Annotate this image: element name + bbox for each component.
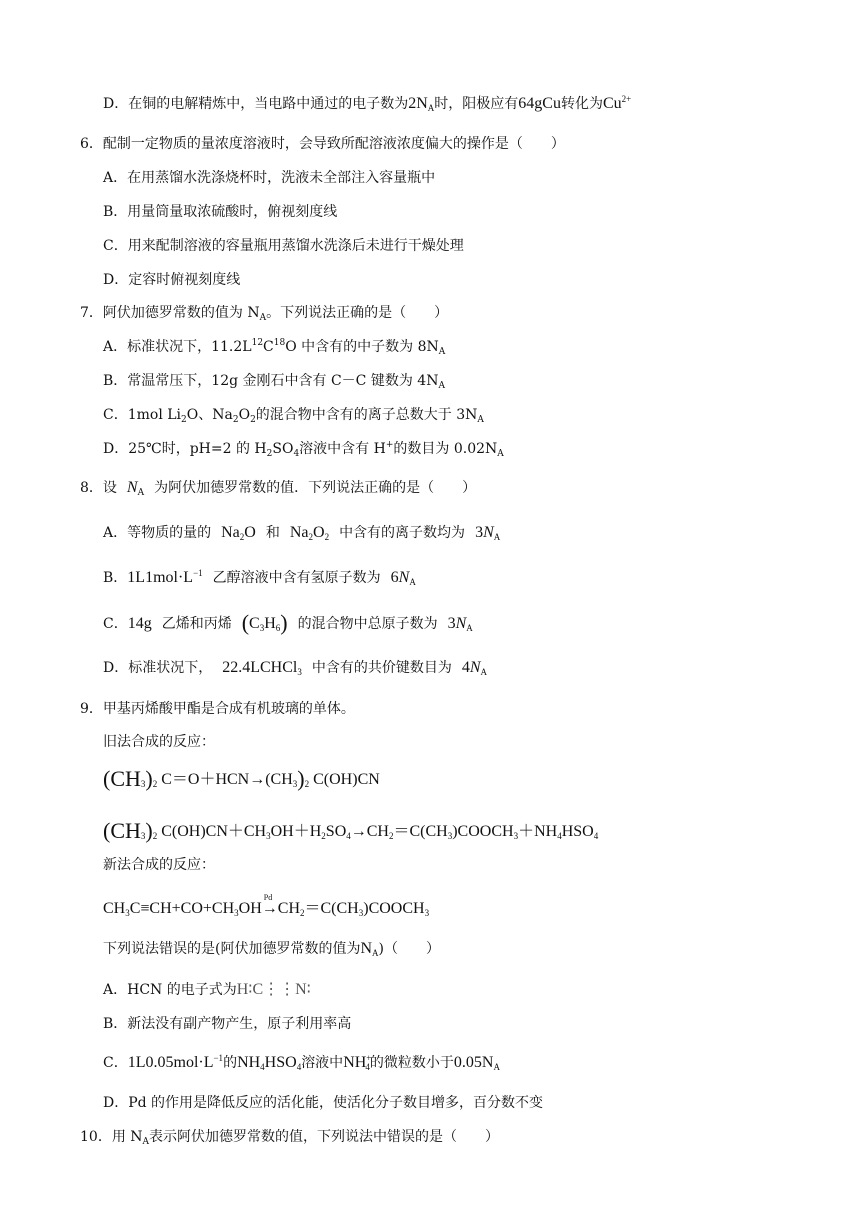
question-7: 7．阿伏加德罗常数的值为 $N_A$。下列说法正确的是（ ） (80, 305, 449, 323)
q8-option-d: D．标准状况下， 22.4LCHCl$_3$ 中含有的共价键数目为 $4N_A$ (103, 659, 488, 677)
question-8: 8．设 $N_A$ 为阿伏加德罗常数的值．下列说法正确的是（ ） (80, 479, 477, 498)
q9-old-reaction-2: $(CH_3)_2$ $C(OH)CN+CH_3OH+H_2SO_4\to CH_2=C(CH_3)COOCH_3+NH_4HSO_4$ (103, 818, 599, 843)
q9-question: 下列说法错误的是(阿伏加德罗常数的值为$N_A$)（ ） (103, 940, 440, 958)
q9-old-method-label: 旧法合成的反应： (103, 734, 215, 750)
question-6: 6．配制一定物质的量浓度溶液时，会导致所配溶液浓度偏大的操作是（ ） (80, 136, 565, 152)
q9-new-method-label: 新法合成的反应： (103, 857, 215, 873)
q6-option-b: B．用量筒量取浓硫酸时，俯视刻度线 (103, 204, 338, 220)
q9-option-c: C．$1L0.05mol\cdot L^{-1}$的$NH_4HSO_4$溶液中$NH^+_4$的微粒数小于$0.05N_A$ (103, 1053, 500, 1072)
q7-option-b: B．常温常压下，12g 金刚石中含有 C－C 键数为 $4N_A$ (103, 373, 445, 391)
q5-option-d: D．在铜的电解精炼中，当电路中通过的电子数为$2N_A$时，阳极应有64gCu转化为$Cu^{2+}$ (103, 94, 632, 113)
hcn-electron-formula: H∶C⋮⋮N∶ (236, 981, 311, 998)
question-9: 9．甲基丙烯酸甲酯是合成有机玻璃的单体。 (80, 701, 355, 717)
q9-new-reaction: $CH_3C\equiv CH+CO+CH_3OH$ Pd $\to CH_2=C(CH_3)COOCH_3$ (103, 893, 430, 918)
q8-option-a: A．等物质的量的 $Na_2O$ 和 $Na_2O_2$ 中含有的离子数均为 $3N_A$ (103, 524, 501, 542)
question-10: 10．用 $N_A$表示阿伏加德罗常数的值，下列说法中错误的是（ ） (80, 1129, 500, 1147)
q6-option-a: A．在用蒸馏水洗涤烧杯时，洗液未全部注入容量瓶中 (103, 170, 436, 186)
q9-option-d: D．Pd 的作用是降低反应的活化能，使活化分子数目增多，百分数不变 (103, 1095, 544, 1111)
q9-option-a: A．HCN 的电子式为H∶C⋮⋮N∶ (103, 981, 311, 998)
q7-option-a: A．标准状况下，$11.2L^{12}C^{18}O$ 中含有的中子数为 $8N_A$ (103, 338, 446, 357)
q6-option-d: D．定容时俯视刻度线 (103, 272, 241, 288)
q8-option-c: C．14g 乙烯和丙烯 $(C_3H_6)$ 的混合物中总原子数为 $3N_A$ (103, 610, 473, 635)
q8-option-b: B．$1L1mol\cdot L^{-1}$ 乙醇溶液中含有氢原子数为 $6N_A$ (103, 568, 416, 587)
q6-option-c: C．用来配制溶液的容量瓶用蒸馏水洗涤后未进行干燥处理 (103, 238, 464, 254)
q7-option-d: D．25℃时，pH=2 的 $H_2SO_4$溶液中含有 H+的数目为 $0.02N_A$ (103, 440, 504, 459)
q9-option-b: B．新法没有副产物产生，原子利用率高 (103, 1016, 352, 1032)
q7-option-c: C．1mol $Li_2O$、$Na_2O_2$的混合物中含有的离子总数大于 $3N_A$ (103, 407, 484, 425)
q9-old-reaction-1: $(CH_3)_2$ $C=O+HCN\to(CH_3)_2$ C(OH)CN (103, 766, 380, 791)
